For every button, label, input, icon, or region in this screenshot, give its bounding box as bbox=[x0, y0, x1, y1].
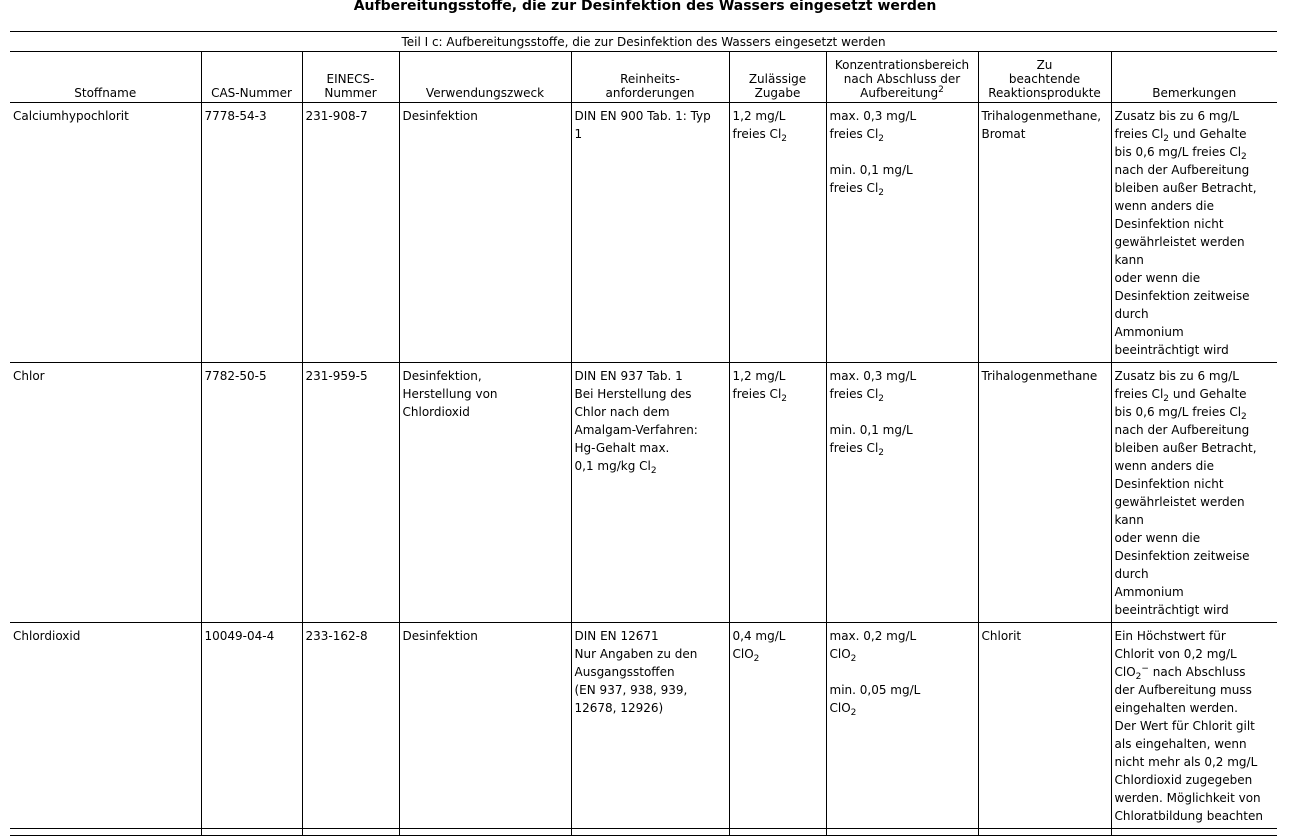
bem-line: oder wenn die bbox=[1114, 271, 1201, 285]
bem-line: wenn anders die bbox=[1114, 199, 1215, 213]
subscript: 2 bbox=[1241, 152, 1247, 162]
konz-line: min. 0,1 mg/L bbox=[829, 163, 913, 177]
cell-bemerkungen bbox=[1111, 363, 1277, 623]
cell-verwendung bbox=[399, 103, 571, 363]
subscript: 2 bbox=[781, 394, 788, 404]
cell-cas: 7782-50-5 bbox=[201, 363, 302, 623]
reinheit-line: DIN EN 900 Tab. 1: Typ bbox=[574, 109, 711, 123]
header-konzentration bbox=[826, 52, 978, 103]
bem-line: Zusatz bis zu 6 mg/L bbox=[1114, 109, 1239, 123]
cell-einecs: 231-908-7 bbox=[302, 103, 399, 363]
header-einecs-line2: Nummer bbox=[324, 86, 377, 100]
konz-line: freies Cl bbox=[829, 441, 879, 455]
zugabe-line: freies Cl bbox=[732, 387, 782, 401]
reinheit-line: DIN EN 937 Tab. 1 bbox=[574, 369, 683, 383]
reinheit-line: Bei Herstellung des bbox=[574, 387, 692, 401]
konz-line: max. 0,3 mg/L bbox=[829, 369, 917, 383]
header-reakt-line1: Zu bbox=[1036, 58, 1053, 72]
subscript: 2 bbox=[878, 448, 885, 458]
header-zugabe bbox=[729, 52, 826, 103]
zugabe-line: 1,2 mg/L bbox=[732, 109, 786, 123]
superscript: − bbox=[1141, 664, 1149, 674]
bem-line: ClO bbox=[1114, 665, 1136, 679]
bem-line: kann bbox=[1114, 513, 1144, 527]
bem-line: durch bbox=[1114, 307, 1149, 321]
cell-bemerkungen bbox=[1111, 623, 1277, 829]
subscript: 2 bbox=[878, 394, 885, 404]
bem-line: nach Abschluss bbox=[1148, 665, 1246, 679]
reinheit-line: Nur Angaben zu den bbox=[574, 647, 698, 661]
konz-line: min. 0,1 mg/L bbox=[829, 423, 913, 437]
verwendung-line: Desinfektion bbox=[402, 109, 478, 123]
bem-line: Chlordioxid zugegeben bbox=[1114, 773, 1253, 787]
bem-line: Desinfektion nicht bbox=[1114, 477, 1224, 491]
header-bemerkungen bbox=[1111, 52, 1277, 103]
reakt-line: Bromat bbox=[981, 127, 1026, 141]
header-verwendung-text: Verwendungszweck bbox=[425, 86, 545, 100]
header-konz-line3: Aufbereitung bbox=[860, 86, 939, 100]
cell-zugabe bbox=[729, 363, 826, 623]
cell-einecs: 233-162-8 bbox=[302, 623, 399, 829]
bem-line: und Gehalte bbox=[1169, 387, 1247, 401]
reinheit-line: DIN EN 12671 bbox=[574, 629, 659, 643]
subscript: 2 bbox=[753, 654, 760, 664]
reakt-line: Trihalogenmethane, bbox=[981, 109, 1102, 123]
bem-line: Desinfektion zeitweise bbox=[1114, 549, 1250, 563]
bem-line: durch bbox=[1114, 567, 1149, 581]
bem-line: Der Wert für Chlorit gilt bbox=[1114, 719, 1255, 733]
konz-line: ClO bbox=[829, 647, 851, 661]
cell-zugabe bbox=[729, 103, 826, 363]
header-stoffname bbox=[10, 52, 201, 103]
verwendung-line: Desinfektion bbox=[402, 629, 478, 643]
bem-line: beeinträchtigt wird bbox=[1114, 603, 1229, 617]
zugabe-line: 0,4 mg/L bbox=[732, 629, 786, 643]
bem-line: nicht mehr als 0,2 mg/L bbox=[1114, 755, 1258, 769]
bem-line: der Aufbereitung muss bbox=[1114, 683, 1252, 697]
footnote-marker: 2 bbox=[938, 85, 944, 95]
table-row bbox=[10, 623, 1277, 829]
header-bemerkungen-text: Bemerkungen bbox=[1152, 86, 1237, 100]
bem-line: wenn anders die bbox=[1114, 459, 1215, 473]
table-caption-row bbox=[10, 32, 1277, 52]
subscript: 2 bbox=[1163, 394, 1170, 404]
bem-line: gewährleistet werden bbox=[1114, 235, 1245, 249]
table-row bbox=[10, 103, 1277, 363]
bem-line: Chlorit von 0,2 mg/L bbox=[1114, 647, 1237, 661]
bem-line: Desinfektion nicht bbox=[1114, 217, 1224, 231]
cell-bemerkungen bbox=[1111, 103, 1277, 363]
bem-line: Ammonium bbox=[1114, 585, 1184, 599]
cell-reaktionsprodukte bbox=[978, 623, 1111, 829]
cell-cas: 10049-04-4 bbox=[201, 623, 302, 829]
header-reinheit-line2: anforderungen bbox=[605, 86, 695, 100]
header-einecs-line1: EINECS- bbox=[326, 72, 375, 86]
bem-line: freies Cl bbox=[1114, 387, 1164, 401]
reakt-line: Trihalogenmethane bbox=[981, 369, 1098, 383]
reakt-line: Chlorit bbox=[981, 629, 1022, 643]
disinfection-substances-table bbox=[10, 31, 1277, 836]
cell-stoffname: Calciumhypochlorit bbox=[10, 103, 201, 363]
zugabe-line: freies Cl bbox=[732, 127, 782, 141]
cell-stoffname: Chlordioxid bbox=[10, 623, 201, 829]
page-title: Aufbereitungsstoffe, die zur Desinfektion des Wassers eingesetzt werden bbox=[353, 0, 937, 14]
header-verwendung bbox=[399, 52, 571, 103]
bem-line: freies Cl bbox=[1114, 127, 1164, 141]
header-cas-text: CAS-Nummer bbox=[211, 86, 292, 100]
header-konz-line1: Konzentrationsbereich bbox=[834, 58, 970, 72]
bem-line: und Gehalte bbox=[1169, 127, 1247, 141]
bem-line: Zusatz bis zu 6 mg/L bbox=[1114, 369, 1239, 383]
subscript: 2 bbox=[878, 134, 885, 144]
konz-line: max. 0,3 mg/L bbox=[829, 109, 917, 123]
bem-line: Chloratbildung beachten bbox=[1114, 809, 1263, 823]
bem-line: Desinfektion zeitweise bbox=[1114, 289, 1250, 303]
verwendung-line: Herstellung von bbox=[402, 387, 498, 401]
bem-line: Ein Höchstwert für bbox=[1114, 629, 1226, 643]
reinheit-line: 1 bbox=[574, 127, 583, 141]
cell-reinheit bbox=[571, 623, 729, 829]
header-reakt-line2: beachtende bbox=[1008, 72, 1081, 86]
bem-line: werden. Möglichkeit von bbox=[1114, 791, 1261, 805]
bem-line: bleiben außer Betracht, bbox=[1114, 181, 1257, 195]
subscript: 2 bbox=[1135, 672, 1142, 682]
header-cas bbox=[201, 52, 302, 103]
header-reakt-line3: Reaktionsprodukte bbox=[988, 86, 1101, 100]
reinheit-line: (EN 937, 938, 939, bbox=[574, 683, 688, 697]
bem-line: bis 0,6 mg/L freies Cl bbox=[1114, 145, 1242, 159]
reinheit-line: Amalgam-Verfahren: bbox=[574, 423, 698, 437]
cell-einecs: 231-959-5 bbox=[302, 363, 399, 623]
cell-konzentration bbox=[826, 363, 978, 623]
reinheit-line: 12678, 12926) bbox=[574, 701, 664, 715]
konz-line: min. 0,05 mg/L bbox=[829, 683, 921, 697]
verwendung-line: Desinfektion, bbox=[402, 369, 482, 383]
subscript: 2 bbox=[1163, 134, 1170, 144]
cell-konzentration bbox=[826, 623, 978, 829]
cell-zugabe bbox=[729, 623, 826, 829]
konz-line: max. 0,2 mg/L bbox=[829, 629, 917, 643]
konz-line: ClO bbox=[829, 701, 851, 715]
bem-line: gewährleistet werden bbox=[1114, 495, 1245, 509]
cell-verwendung bbox=[399, 623, 571, 829]
verwendung-line: Chlordioxid bbox=[402, 405, 470, 419]
subscript: 2 bbox=[781, 134, 788, 144]
cell-verwendung bbox=[399, 363, 571, 623]
header-row bbox=[10, 52, 1277, 103]
reinheit-line: 0,1 mg/kg Cl bbox=[574, 459, 651, 473]
header-konz-line2: nach Abschluss der bbox=[843, 72, 961, 86]
konz-line: freies Cl bbox=[829, 181, 879, 195]
cell-reinheit bbox=[571, 103, 729, 363]
bem-line: oder wenn die bbox=[1114, 531, 1201, 545]
cell-reinheit bbox=[571, 363, 729, 623]
cell-konzentration bbox=[826, 103, 978, 363]
subscript: 2 bbox=[650, 466, 657, 476]
header-reinheit bbox=[571, 52, 729, 103]
subscript: 2 bbox=[878, 188, 885, 198]
bem-line: bleiben außer Betracht, bbox=[1114, 441, 1257, 455]
zugabe-line: 1,2 mg/L bbox=[732, 369, 786, 383]
bem-line: Ammonium bbox=[1114, 325, 1184, 339]
bem-line: bis 0,6 mg/L freies Cl bbox=[1114, 405, 1242, 419]
header-zugabe-line2: Zugabe bbox=[754, 86, 801, 100]
cell-cas: 7778-54-3 bbox=[201, 103, 302, 363]
subscript: 2 bbox=[850, 654, 857, 664]
header-reinheit-line1: Reinheits- bbox=[620, 72, 680, 86]
konz-line: freies Cl bbox=[829, 387, 879, 401]
subscript: 2 bbox=[850, 708, 857, 718]
header-reaktionsprodukte bbox=[978, 52, 1111, 103]
cell-reaktionsprodukte bbox=[978, 363, 1111, 623]
bem-line: kann bbox=[1114, 253, 1144, 267]
table-row bbox=[10, 363, 1277, 623]
reinheit-line: Ausgangsstoffen bbox=[574, 665, 675, 679]
bem-line: nach der Aufbereitung bbox=[1114, 423, 1250, 437]
konz-line: freies Cl bbox=[829, 127, 879, 141]
header-zugabe-line1: Zulässige bbox=[748, 72, 807, 86]
reinheit-line: Hg-Gehalt max. bbox=[574, 441, 670, 455]
cell-stoffname: Chlor bbox=[10, 363, 201, 623]
bem-line: eingehalten werden. bbox=[1114, 701, 1238, 715]
reinheit-line: Chlor nach dem bbox=[574, 405, 670, 419]
bem-line: beeinträchtigt wird bbox=[1114, 343, 1229, 357]
header-stoffname-text: Stoffname bbox=[74, 86, 137, 100]
subscript: 2 bbox=[1241, 412, 1247, 422]
bem-line: nach der Aufbereitung bbox=[1114, 163, 1250, 177]
header-einecs bbox=[302, 52, 399, 103]
bem-line: als eingehalten, wenn bbox=[1114, 737, 1247, 751]
table-caption: Teil I c: Aufbereitungsstoffe, die zur Desinfektion des Wassers eingesetzt werden bbox=[10, 32, 1277, 52]
table-row-partial bbox=[10, 829, 1277, 836]
cell-reaktionsprodukte bbox=[978, 103, 1111, 363]
zugabe-line: ClO bbox=[732, 647, 754, 661]
